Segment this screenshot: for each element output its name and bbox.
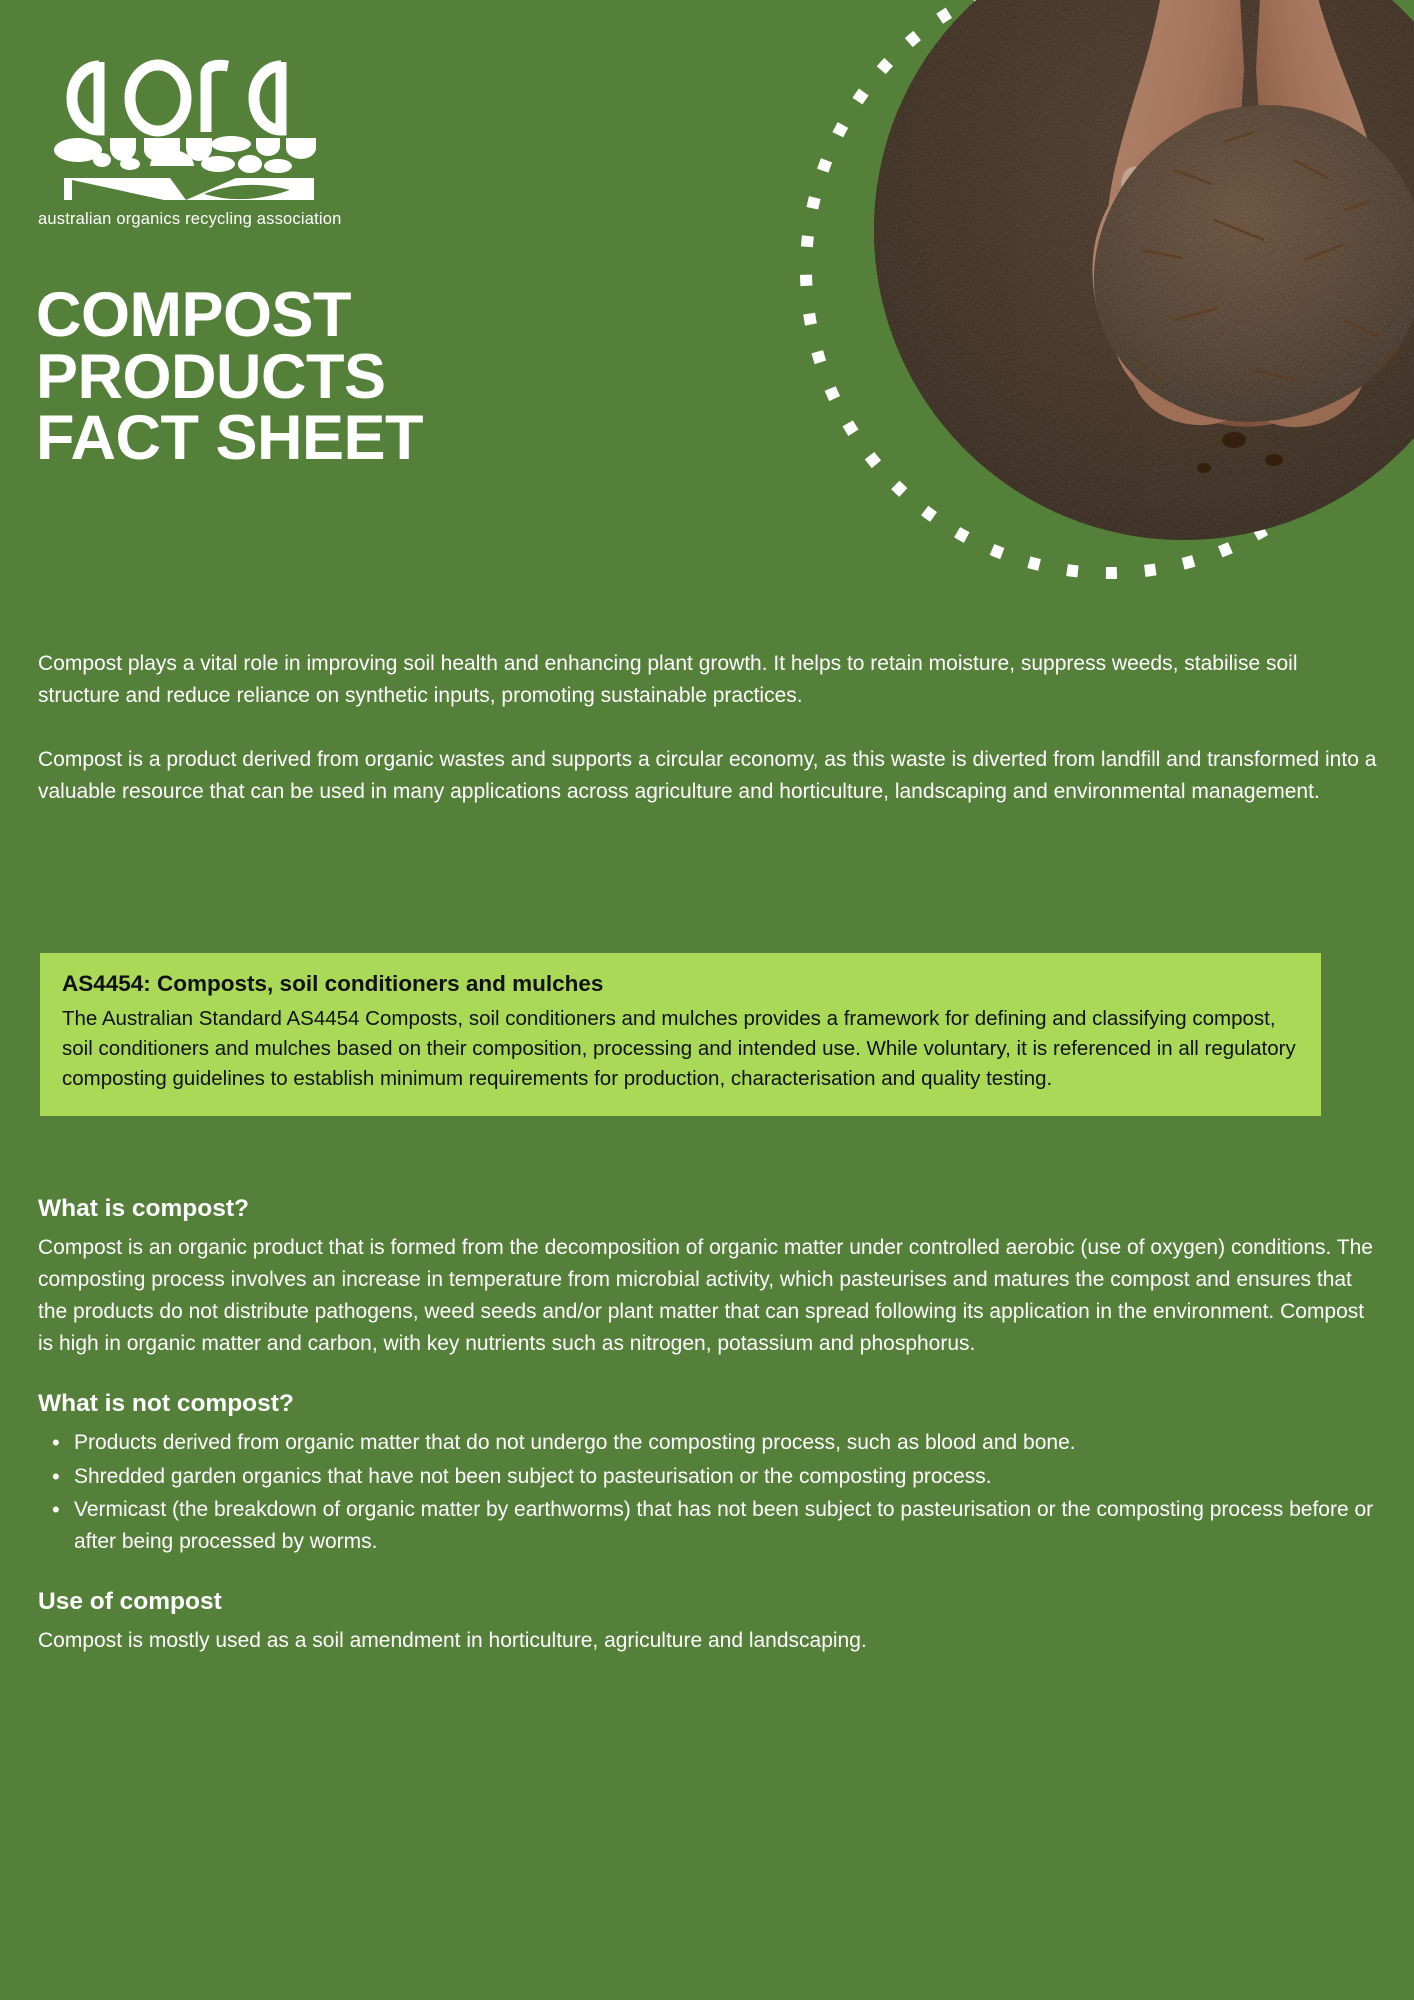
section-use-of-compost <box>38 1588 1378 1657</box>
compost-in-hands-photo <box>874 0 1414 540</box>
page-title-line-1: COMPOST <box>36 280 352 350</box>
main-content <box>38 648 1378 808</box>
intro-paragraph-1: Compost plays a vital role in improving soil health and enhancing plant growth. It helps to retain moisture, suppress weeds, stabilise soil structure and reduce reliance on synthetic inputs, promoting sustainable practices. <box>38 652 1298 707</box>
list-item: • Vermicast (the breakdown of organic matter by earthworms) that has not been subject to pasteurisation or the composting process before or after being processed by worms. <box>38 1494 1378 1558</box>
sections-container <box>38 1195 1378 1687</box>
dotted-circle-decoration <box>799 0 1414 580</box>
section-heading-what-is-compost: What is compost? <box>38 1195 249 1222</box>
section-body-use-of-compost: Compost is mostly used as a soil amendment in horticulture, agriculture and landscaping. <box>38 1629 867 1653</box>
section-body-what-is-compost: Compost is an organic product that is formed from the decomposition of organic matter under controlled aerobic (use of oxygen) conditions. The composting process involves an increase in temperature from microbial activity, which pasteurises and matures the compost and ensures that the products do not distribute pathogens, weed seeds and/or plant matter that can spread following its application in the environment. Compost is high in organic matter and carbon, with key nutrients such as nitrogen, potassium and phosphorus. <box>38 1236 1373 1355</box>
hero-graphic <box>714 0 1414 560</box>
aora-logo <box>38 28 342 229</box>
callout-title: AS4454: Composts, soil conditioners and mulches <box>62 971 604 996</box>
intro-paragraph-2: Compost is a product derived from organic wastes and supports a circular economy, as this waste is diverted from landfill and transformed into a valuable resource that can be used in many applications across agriculture and horticulture, landscaping and environmental management. <box>38 747 1377 803</box>
not-compost-list <box>38 1427 1378 1559</box>
section-heading-what-is-not-compost: What is not compost? <box>38 1389 294 1417</box>
section-what-is-compost <box>38 1195 1378 1360</box>
logo-tagline: australian organics recycling association <box>38 210 342 228</box>
as4454-callout-box <box>40 953 1321 1116</box>
section-heading-use-of-compost: Use of compost <box>38 1588 222 1616</box>
section-what-is-not-compost <box>38 1390 1378 1559</box>
list-item: • Shredded garden organics that have not been subject to pasteurisation or the composting process. <box>38 1461 1378 1493</box>
page-title <box>36 280 424 474</box>
callout-body: The Australian Standard AS4454 Composts, soil conditioners and mulches provides a framework for defining and classifying compost, soil conditioners and mulches based on their composition, processing and intended use. While voluntary, it is referenced in all regulatory composting guidelines to establish minimum requirements for production, characterisation and quality testing. <box>62 1007 1296 1091</box>
page-title-line-3: FACT SHEET <box>36 403 424 474</box>
aora-logo-mark <box>38 28 330 208</box>
list-item: • Products derived from organic matter that do not undergo the composting process, such as blood and bone. <box>38 1427 1378 1459</box>
page-title-line-2: PRODUCTS <box>36 341 386 412</box>
